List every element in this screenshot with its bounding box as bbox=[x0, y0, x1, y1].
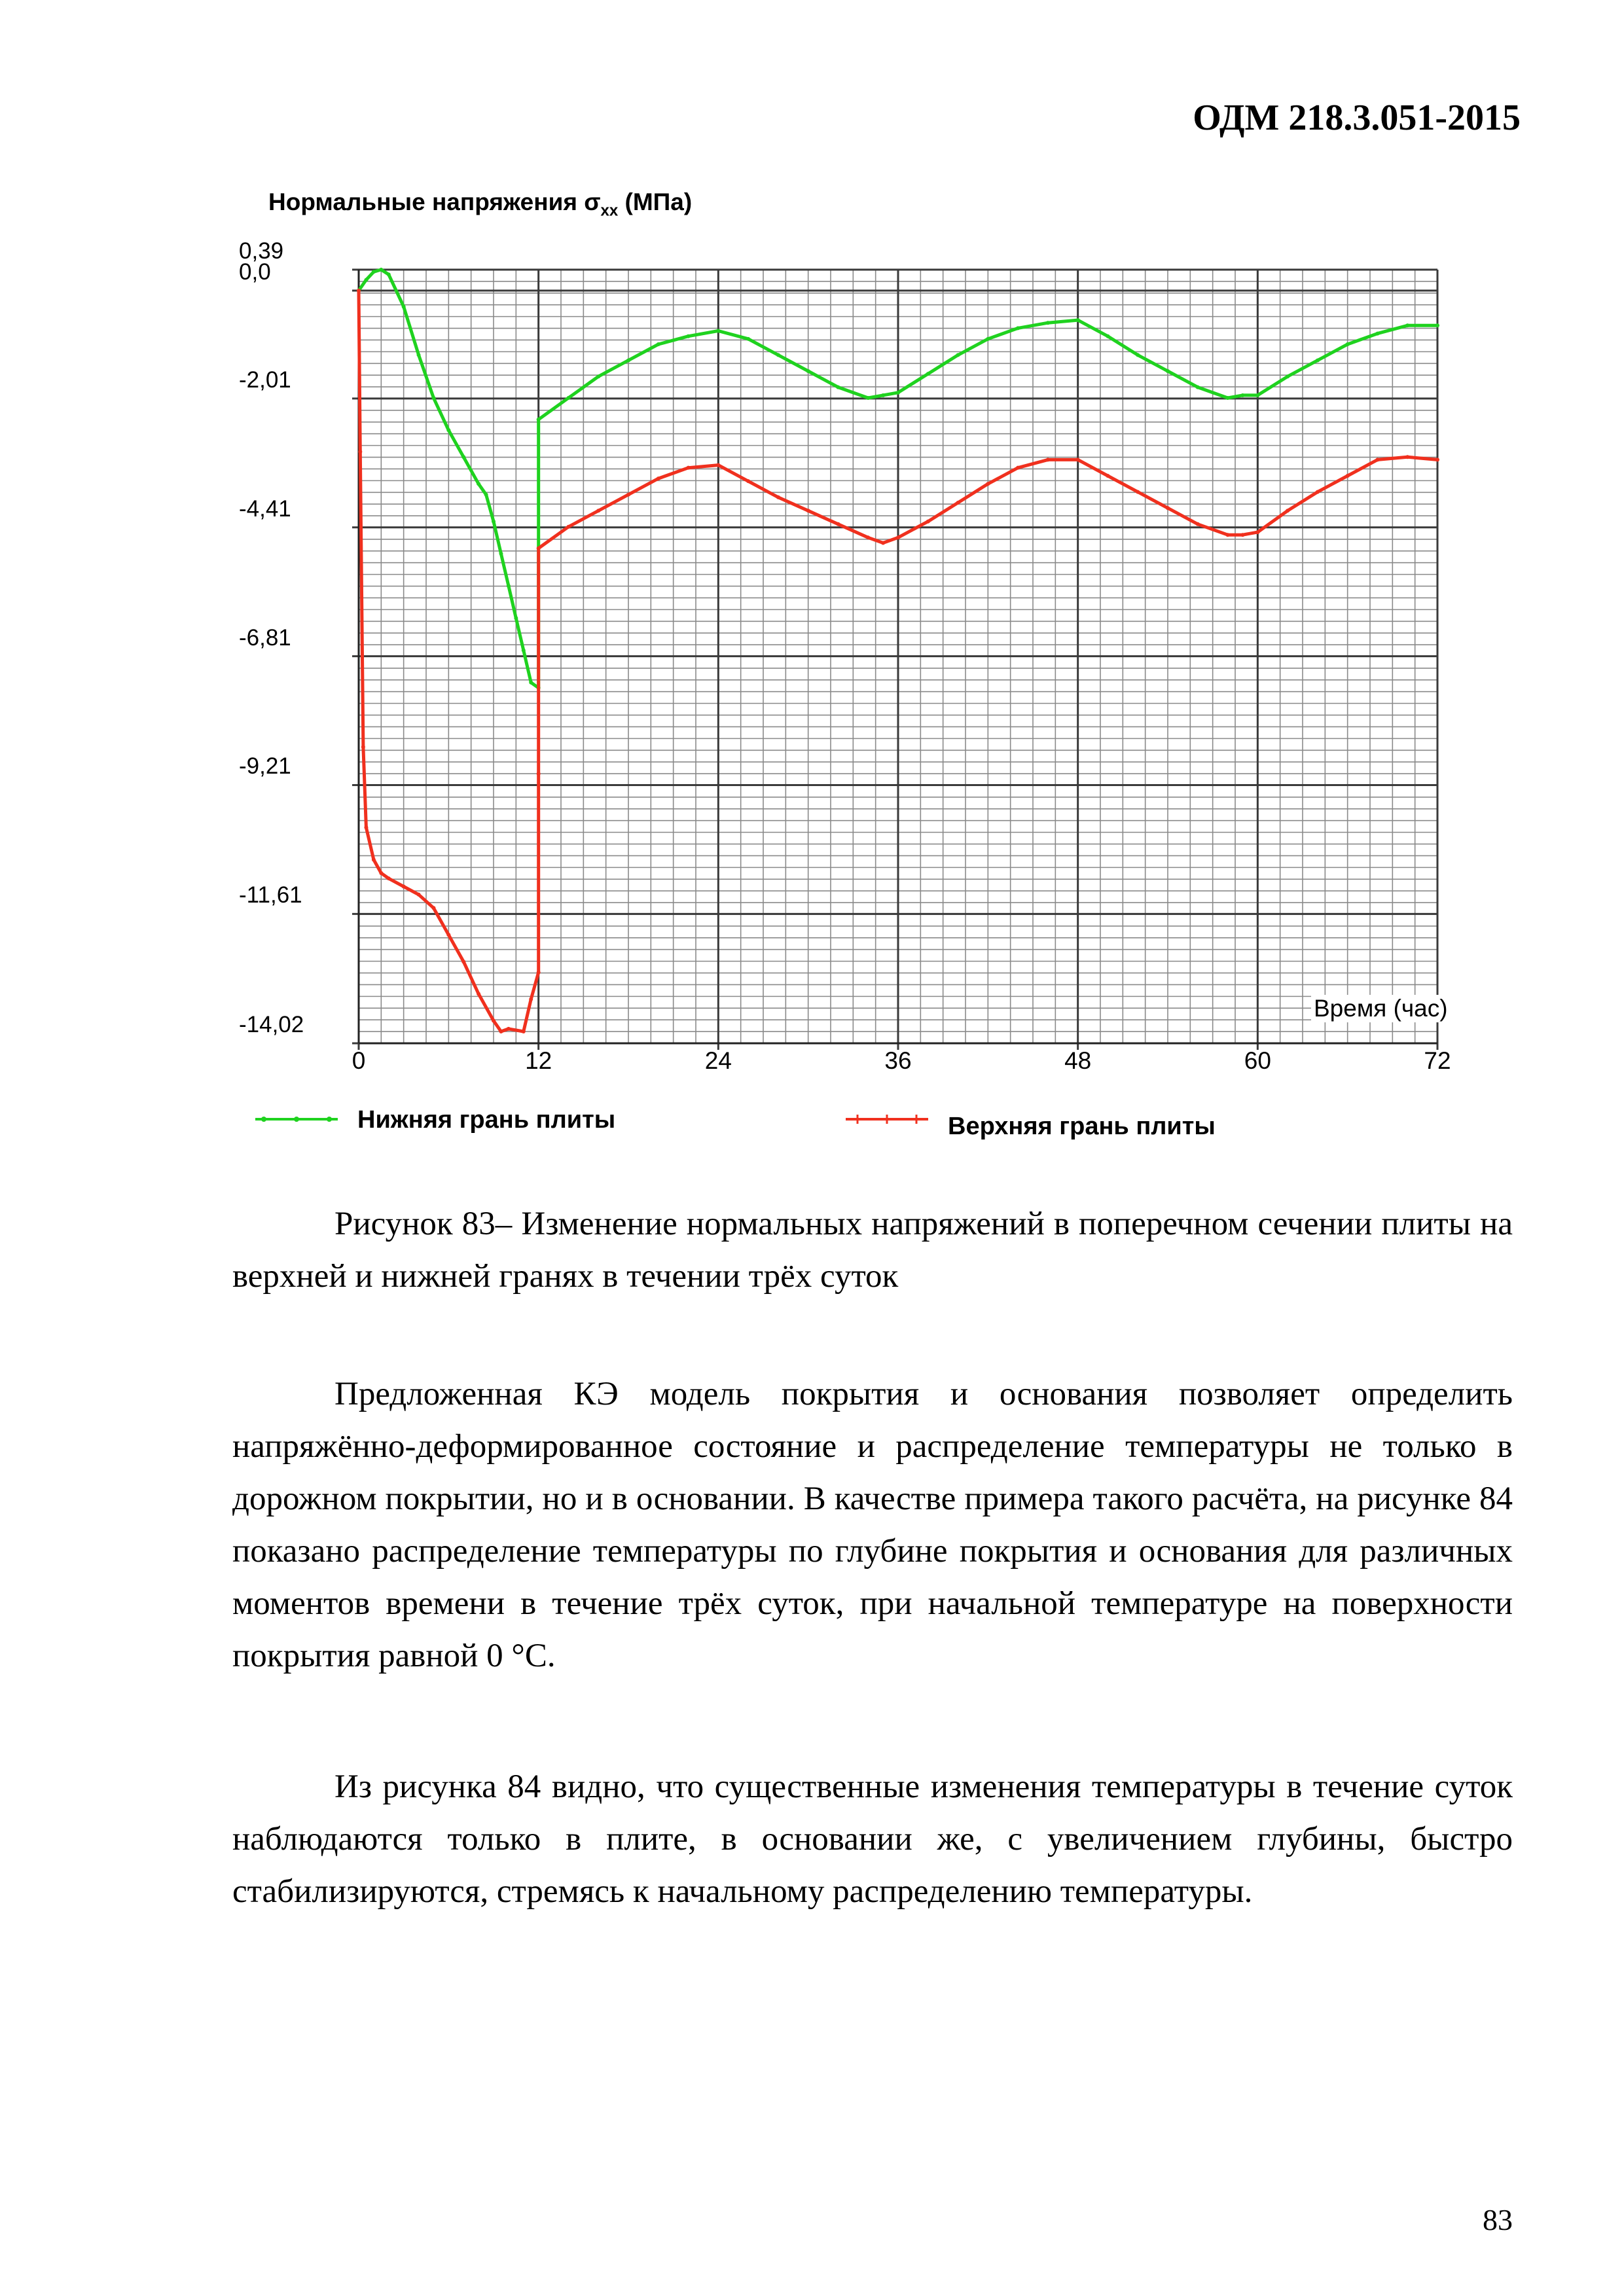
data-point bbox=[1226, 533, 1230, 537]
data-point bbox=[507, 1027, 511, 1031]
data-point bbox=[1346, 474, 1350, 478]
data-point bbox=[387, 876, 391, 880]
data-point bbox=[881, 541, 885, 545]
document-code: ОДМ 218.3.051-2015 bbox=[1193, 98, 1521, 138]
body-paragraph-1: Предложенная КЭ модель покрытия и основания позволяет определить напряжённо-деформированное состояние и распределение температуры не только в дорожном покрытии, но и в основании. В качестве примера такого расчёта, на рисунке 84 показано распределение температуры по глубине покрытия и основания для различных моментов времени в течение трёх суток, при начальной температуре на поверхности покрытия равной 0 °С. bbox=[232, 1376, 1513, 1674]
data-point bbox=[1166, 506, 1170, 510]
data-point bbox=[361, 745, 365, 749]
data-point bbox=[896, 391, 900, 395]
data-point bbox=[687, 466, 691, 470]
data-point bbox=[746, 337, 750, 341]
x-tick-label: 72 bbox=[1424, 1047, 1451, 1074]
data-point bbox=[1046, 457, 1050, 461]
data-point bbox=[492, 520, 496, 524]
data-point bbox=[896, 535, 900, 539]
data-point bbox=[514, 616, 518, 620]
data-point bbox=[776, 495, 780, 499]
data-point bbox=[806, 369, 810, 373]
data-point bbox=[529, 997, 533, 1001]
data-point bbox=[372, 857, 376, 861]
x-axis-label: Время (час) bbox=[1311, 995, 1451, 1022]
data-point bbox=[402, 884, 406, 888]
data-point bbox=[1136, 490, 1140, 494]
legend-label-upper: Верхняя грань плиты bbox=[948, 1113, 1216, 1140]
data-point bbox=[364, 825, 368, 829]
data-point bbox=[626, 493, 630, 497]
x-tick-label: 24 bbox=[704, 1047, 732, 1074]
data-point bbox=[836, 386, 840, 389]
data-point bbox=[1435, 457, 1439, 461]
data-point bbox=[431, 906, 435, 910]
x-tick-label: 48 bbox=[1064, 1047, 1092, 1074]
data-point bbox=[1136, 353, 1140, 357]
data-point bbox=[507, 584, 511, 588]
data-point bbox=[716, 463, 720, 467]
x-tick-label: 0 bbox=[352, 1047, 366, 1074]
data-point bbox=[379, 871, 383, 875]
data-point bbox=[492, 1019, 496, 1023]
data-point bbox=[1226, 396, 1230, 400]
figure-caption: Рисунок 83– Изменение нормальных напряжений в поперечном сечении плиты на верхней и нижней гранях в течении трёх суток bbox=[232, 1206, 1513, 1295]
y-tick-label: -6,81 bbox=[239, 624, 291, 651]
data-point bbox=[1076, 457, 1080, 461]
legend-line-lower bbox=[254, 1113, 339, 1126]
data-point bbox=[566, 396, 570, 400]
data-point bbox=[499, 552, 503, 556]
data-point bbox=[806, 509, 810, 512]
data-point bbox=[1255, 393, 1259, 397]
data-point bbox=[1286, 509, 1290, 512]
data-point bbox=[866, 535, 870, 539]
data-point bbox=[446, 428, 450, 432]
data-point bbox=[1240, 533, 1244, 537]
data-point bbox=[866, 396, 870, 400]
data-point bbox=[687, 334, 691, 338]
data-point bbox=[657, 342, 660, 346]
data-point bbox=[1046, 321, 1050, 325]
data-point bbox=[1016, 466, 1020, 470]
y-tick-label: 0,0 bbox=[239, 259, 271, 285]
data-point bbox=[986, 482, 990, 486]
data-point bbox=[537, 971, 541, 975]
data-point bbox=[1316, 359, 1320, 363]
x-tick-label: 36 bbox=[884, 1047, 912, 1074]
data-point bbox=[1106, 334, 1110, 338]
data-point bbox=[626, 359, 630, 363]
data-point bbox=[1375, 457, 1379, 461]
y-tick-label: -4,41 bbox=[239, 495, 291, 522]
data-point bbox=[372, 270, 376, 274]
data-point bbox=[596, 374, 600, 378]
data-point bbox=[446, 933, 450, 937]
data-point bbox=[417, 353, 421, 357]
data-point bbox=[986, 337, 990, 341]
data-point bbox=[522, 1030, 526, 1033]
x-tick-label: 12 bbox=[525, 1047, 552, 1074]
data-point bbox=[1016, 326, 1020, 330]
data-point bbox=[836, 522, 840, 526]
data-point bbox=[522, 649, 526, 653]
data-point bbox=[358, 450, 362, 454]
data-point bbox=[1106, 474, 1110, 478]
data-point bbox=[461, 455, 465, 459]
data-point bbox=[402, 305, 406, 309]
data-point bbox=[1286, 374, 1290, 378]
data-point bbox=[776, 353, 780, 357]
data-point bbox=[364, 278, 368, 282]
data-point bbox=[477, 992, 480, 996]
data-point bbox=[1076, 318, 1080, 322]
data-point bbox=[417, 893, 421, 897]
data-point bbox=[881, 393, 885, 397]
data-point bbox=[1405, 455, 1409, 459]
data-point bbox=[956, 501, 960, 505]
data-point bbox=[379, 268, 383, 272]
x-tick-label: 60 bbox=[1244, 1047, 1271, 1074]
data-point bbox=[746, 479, 750, 483]
data-point bbox=[716, 329, 720, 333]
data-point bbox=[1316, 490, 1320, 494]
data-point bbox=[431, 396, 435, 400]
data-point bbox=[537, 547, 541, 550]
data-point bbox=[956, 353, 960, 357]
legend-label-lower: Нижняя грань плиты bbox=[357, 1106, 616, 1134]
data-point bbox=[499, 1030, 503, 1033]
data-point bbox=[484, 493, 488, 497]
data-point bbox=[1346, 342, 1350, 346]
data-point bbox=[596, 509, 600, 512]
data-point bbox=[566, 525, 570, 529]
y-tick-label: -14,02 bbox=[239, 1012, 304, 1037]
y-tick-label: -11,61 bbox=[239, 882, 302, 908]
body-paragraph-2: Из рисунка 84 видно, что существенные изменения температуры в течение суток наблюдаются только в плите, в основании же, с увеличением глубины, быстро стабилизируются, стремясь к начальному распределению температуры. bbox=[232, 1768, 1513, 1910]
data-point bbox=[461, 960, 465, 963]
data-point bbox=[537, 418, 541, 422]
data-point bbox=[1196, 386, 1200, 389]
data-point bbox=[537, 772, 541, 776]
data-point bbox=[926, 372, 930, 376]
data-point bbox=[657, 476, 660, 480]
data-point bbox=[1240, 393, 1244, 397]
data-point bbox=[1196, 522, 1200, 526]
data-point bbox=[477, 482, 480, 486]
data-point bbox=[1255, 530, 1259, 534]
data-point bbox=[529, 681, 533, 685]
data-point bbox=[387, 272, 391, 276]
y-tick-label: 0,39 bbox=[239, 238, 284, 264]
data-point bbox=[1405, 323, 1409, 327]
legend-line-upper bbox=[844, 1113, 929, 1126]
data-point bbox=[1166, 369, 1170, 373]
y-tick-label: -2,01 bbox=[239, 367, 291, 393]
data-point bbox=[1375, 332, 1379, 336]
data-point bbox=[1435, 323, 1439, 327]
page-number: 83 bbox=[1483, 2203, 1513, 2236]
y-tick-label: -9,21 bbox=[239, 753, 291, 780]
data-point bbox=[357, 289, 361, 293]
data-point bbox=[926, 520, 930, 524]
chart-title: Нормальные напряжения $\sigma_{xx}$ (МПа) bbox=[268, 188, 693, 220]
